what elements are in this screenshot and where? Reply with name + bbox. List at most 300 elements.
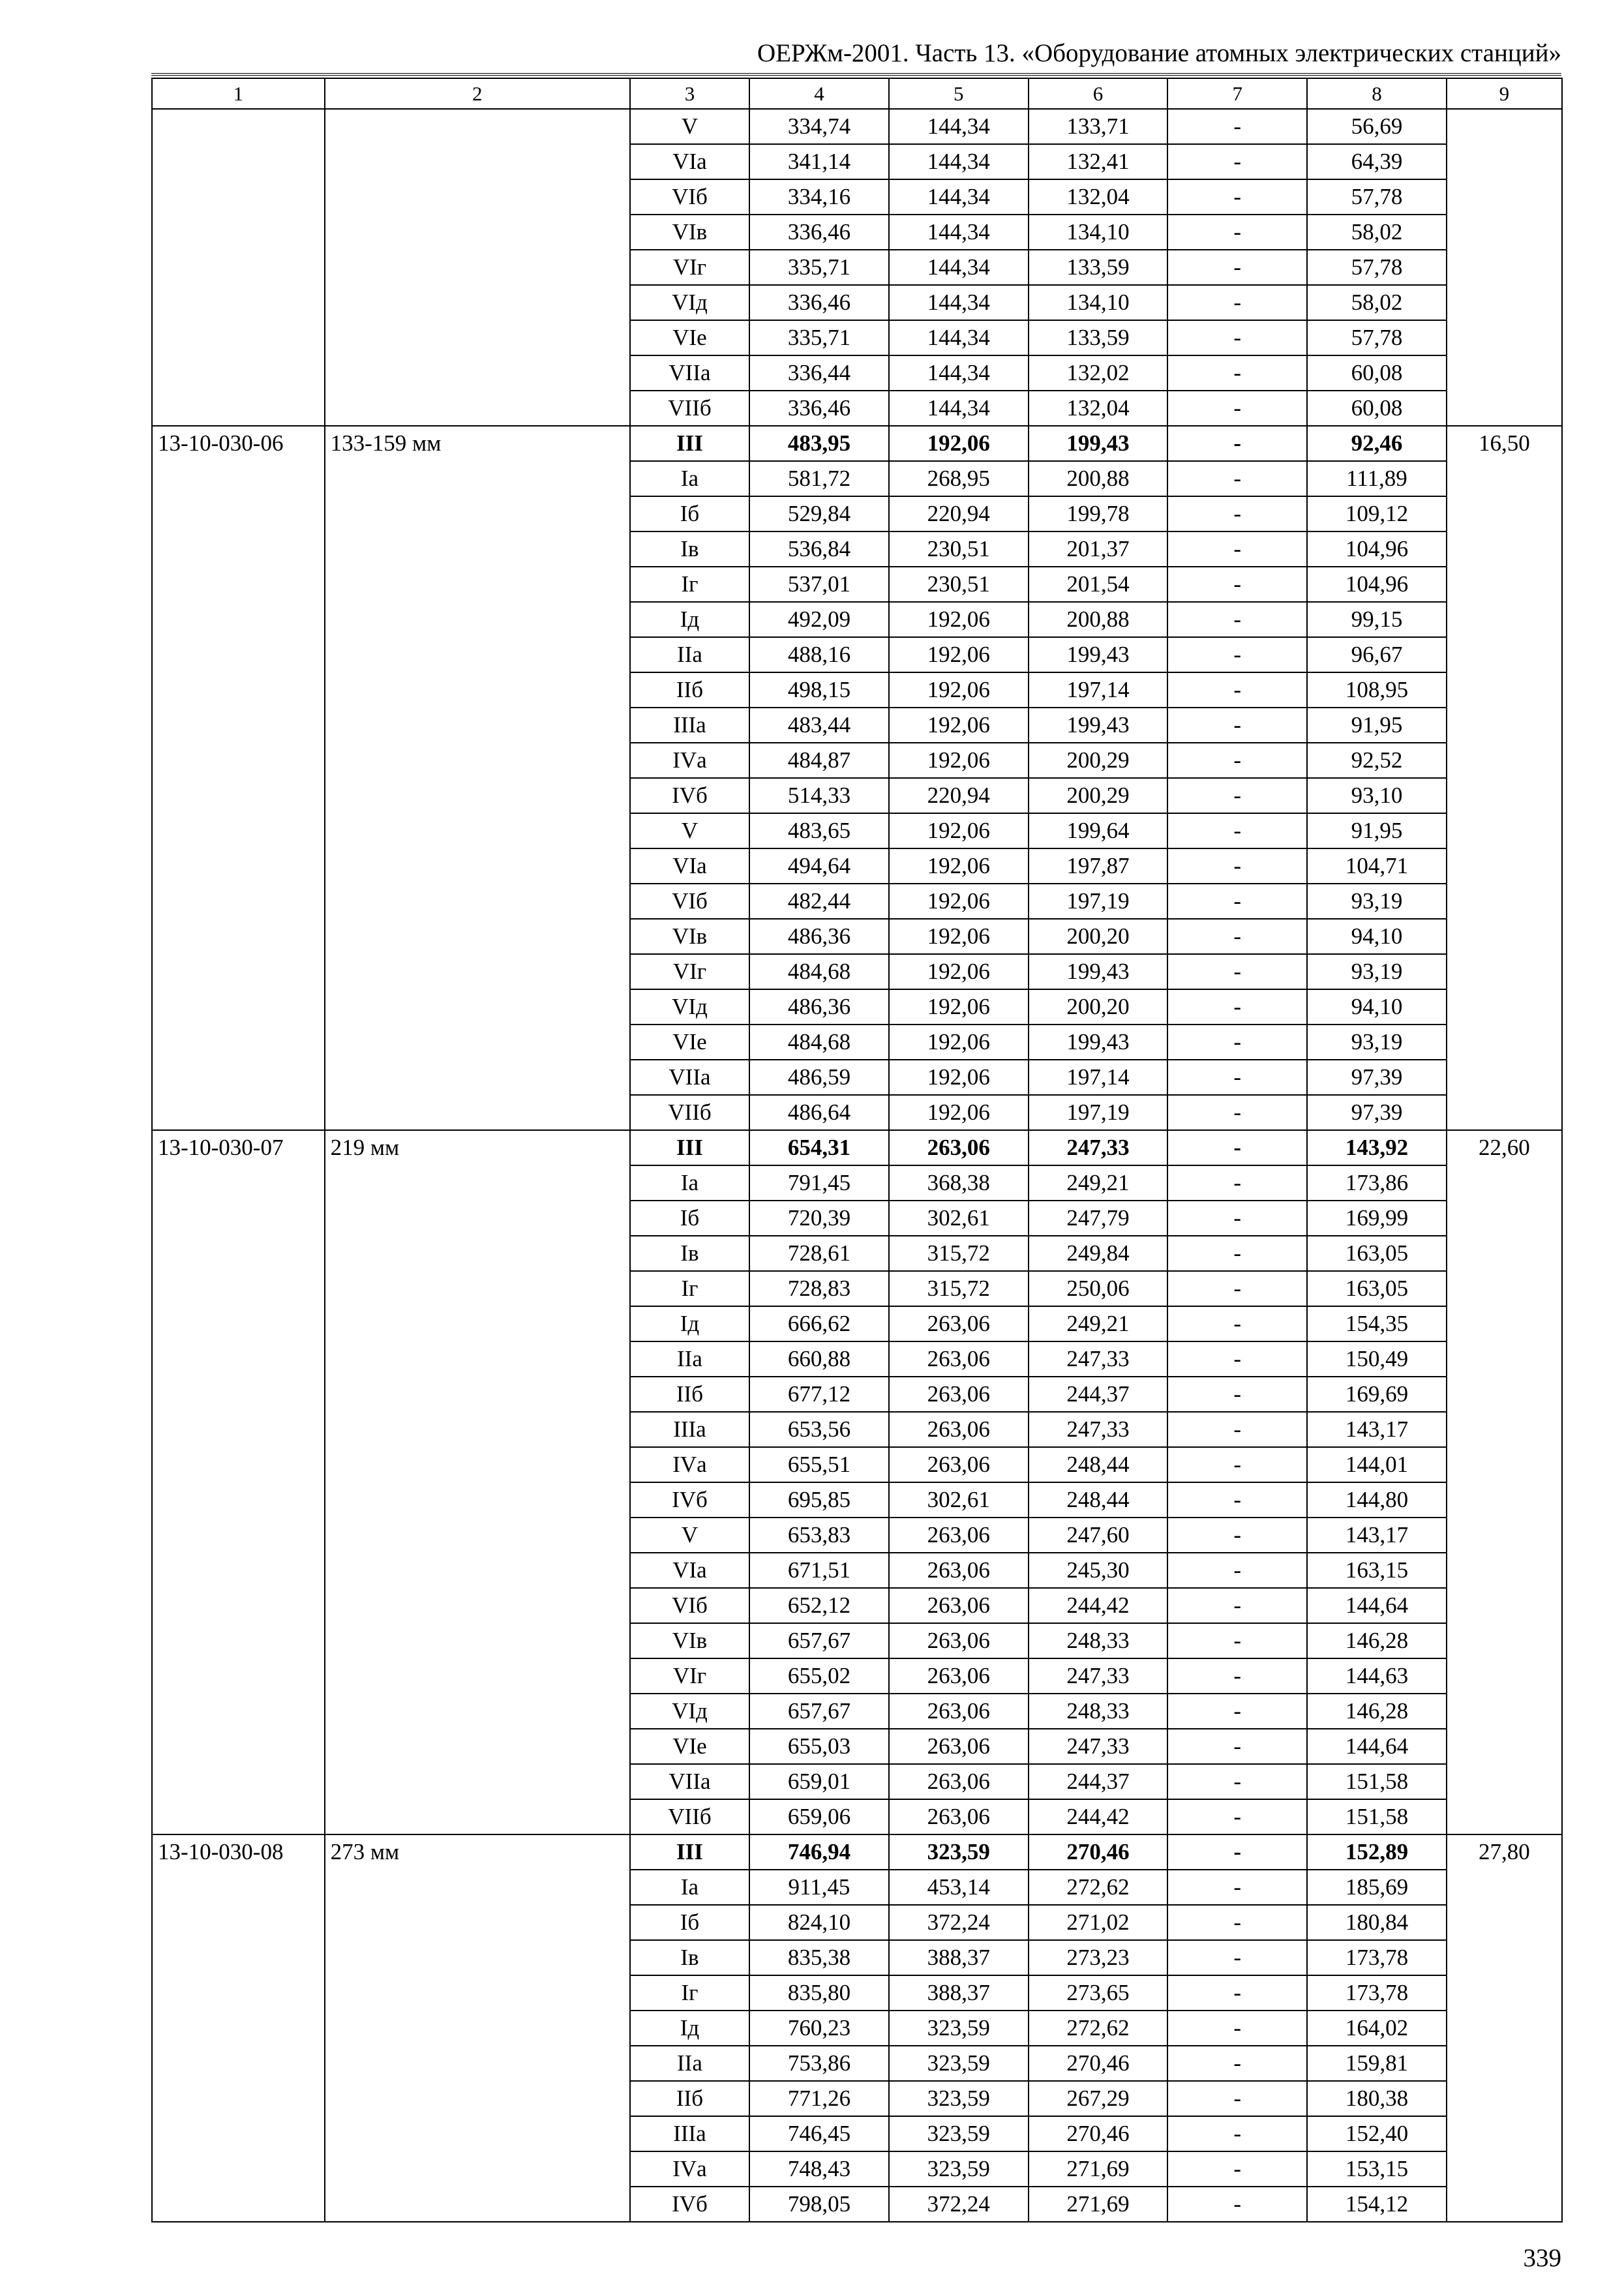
machinist-cell: - (1167, 778, 1307, 813)
column-header: 7 (1167, 78, 1307, 109)
machinist-cell: - (1167, 179, 1307, 215)
materials-cell: 93,10 (1307, 778, 1447, 813)
wage-cell: 302,61 (889, 1482, 1029, 1518)
wage-cell: 315,72 (889, 1236, 1029, 1271)
machines-cell: 247,33 (1029, 1729, 1168, 1764)
wage-cell: 263,06 (889, 1447, 1029, 1482)
machinist-cell: - (1167, 1306, 1307, 1341)
region-cell: IIа (630, 2046, 749, 2081)
total-cell: 483,65 (749, 813, 889, 848)
total-cell: 484,68 (749, 954, 889, 989)
machinist-cell: - (1167, 1025, 1307, 1060)
region-cell: Iв (630, 531, 749, 567)
region-cell: VIIа (630, 1060, 749, 1095)
machines-cell: 199,43 (1029, 1025, 1168, 1060)
machines-cell: 270,46 (1029, 2046, 1168, 2081)
machines-cell: 199,43 (1029, 637, 1168, 672)
machines-cell: 197,87 (1029, 848, 1168, 884)
machinist-cell: - (1167, 1165, 1307, 1201)
wage-cell: 263,06 (889, 1130, 1029, 1165)
materials-cell: 60,08 (1307, 391, 1447, 426)
wage-cell: 263,06 (889, 1377, 1029, 1412)
machines-cell: 270,46 (1029, 2116, 1168, 2151)
machines-cell: 249,84 (1029, 1236, 1168, 1271)
materials-cell: 152,40 (1307, 2116, 1447, 2151)
machinist-cell: - (1167, 2151, 1307, 2187)
materials-cell: 93,19 (1307, 954, 1447, 989)
machinist-cell: - (1167, 1377, 1307, 1412)
machinist-cell: - (1167, 2116, 1307, 2151)
wage-cell: 192,06 (889, 1060, 1029, 1095)
region-cell: VIIа (630, 355, 749, 391)
table-row (152, 109, 1562, 144)
total-cell: 334,74 (749, 109, 889, 144)
machines-cell: 249,21 (1029, 1165, 1168, 1201)
materials-cell: 144,64 (1307, 1588, 1447, 1623)
materials-cell: 180,38 (1307, 2081, 1447, 2116)
machinist-cell: - (1167, 144, 1307, 179)
machinist-cell: - (1167, 919, 1307, 954)
materials-cell: 91,95 (1307, 708, 1447, 743)
materials-cell: 151,58 (1307, 1764, 1447, 1799)
machinist-cell: - (1167, 602, 1307, 637)
materials-cell: 154,12 (1307, 2187, 1447, 2222)
total-cell: 536,84 (749, 531, 889, 567)
machines-cell: 200,20 (1029, 919, 1168, 954)
materials-cell: 146,28 (1307, 1623, 1447, 1658)
wage-cell: 323,59 (889, 2151, 1029, 2187)
total-cell: 657,67 (749, 1694, 889, 1729)
total-cell: 835,80 (749, 1975, 889, 2011)
item-description-cell: 273 мм (325, 1834, 630, 2222)
wage-cell: 263,06 (889, 1623, 1029, 1658)
wage-cell: 263,06 (889, 1341, 1029, 1377)
total-cell: 492,09 (749, 602, 889, 637)
machinist-cell: - (1167, 2011, 1307, 2046)
machinist-cell: - (1167, 2081, 1307, 2116)
region-cell: Iб (630, 1201, 749, 1236)
materials-cell: 146,28 (1307, 1694, 1447, 1729)
region-cell: VIа (630, 848, 749, 884)
total-cell: 336,46 (749, 391, 889, 426)
machines-cell: 249,21 (1029, 1306, 1168, 1341)
machinist-cell: - (1167, 567, 1307, 602)
materials-cell: 153,15 (1307, 2151, 1447, 2187)
total-cell: 514,33 (749, 778, 889, 813)
table-row (152, 1130, 1562, 1165)
machines-cell: 248,44 (1029, 1447, 1168, 1482)
machines-cell: 247,60 (1029, 1518, 1168, 1553)
region-cell: VIIб (630, 1095, 749, 1130)
column-header: 9 (1447, 78, 1562, 109)
region-cell: IVа (630, 1447, 749, 1482)
materials-cell: 163,15 (1307, 1553, 1447, 1588)
wage-cell: 372,24 (889, 1905, 1029, 1940)
wage-cell: 263,06 (889, 1764, 1029, 1799)
machinist-cell: - (1167, 954, 1307, 989)
machines-cell: 273,65 (1029, 1975, 1168, 2011)
materials-cell: 164,02 (1307, 2011, 1447, 2046)
region-cell: VIе (630, 1025, 749, 1060)
total-cell: 486,36 (749, 919, 889, 954)
labor-cell: 22,60 (1447, 1130, 1562, 1834)
region-cell: VIг (630, 954, 749, 989)
wage-cell: 144,34 (889, 179, 1029, 215)
total-cell: 529,84 (749, 496, 889, 531)
machines-cell: 200,29 (1029, 743, 1168, 778)
materials-cell: 57,78 (1307, 320, 1447, 355)
wage-cell: 263,06 (889, 1553, 1029, 1588)
materials-cell: 173,78 (1307, 1975, 1447, 2011)
total-cell: 655,51 (749, 1447, 889, 1482)
total-cell: 498,15 (749, 672, 889, 708)
region-cell: VIд (630, 1694, 749, 1729)
table-row (152, 426, 1562, 461)
region-cell: III (630, 426, 749, 461)
machines-cell: 247,33 (1029, 1130, 1168, 1165)
machinist-cell: - (1167, 1729, 1307, 1764)
total-cell: 653,56 (749, 1412, 889, 1447)
wage-cell: 192,06 (889, 708, 1029, 743)
region-cell: VIе (630, 1729, 749, 1764)
item-code-cell (152, 109, 325, 426)
total-cell: 659,01 (749, 1764, 889, 1799)
machinist-cell: - (1167, 1236, 1307, 1271)
total-cell: 746,45 (749, 2116, 889, 2151)
region-cell: VIд (630, 285, 749, 320)
machines-cell: 247,33 (1029, 1341, 1168, 1377)
materials-cell: 57,78 (1307, 179, 1447, 215)
machinist-cell: - (1167, 1905, 1307, 1940)
machinist-cell: - (1167, 2187, 1307, 2222)
region-cell: VIг (630, 1658, 749, 1694)
column-header: 8 (1307, 78, 1447, 109)
machines-cell: 134,10 (1029, 215, 1168, 250)
wage-cell: 192,06 (889, 1095, 1029, 1130)
machines-cell: 272,62 (1029, 1870, 1168, 1905)
region-cell: VIIа (630, 1764, 749, 1799)
region-cell: Iв (630, 1940, 749, 1975)
total-cell: 341,14 (749, 144, 889, 179)
region-cell: VIв (630, 1623, 749, 1658)
region-cell: IIб (630, 1377, 749, 1412)
wage-cell: 220,94 (889, 778, 1029, 813)
materials-cell: 92,52 (1307, 743, 1447, 778)
machinist-cell: - (1167, 1799, 1307, 1834)
region-cell: Iа (630, 461, 749, 496)
wage-cell: 323,59 (889, 2011, 1029, 2046)
machines-cell: 247,33 (1029, 1412, 1168, 1447)
wage-cell: 368,38 (889, 1165, 1029, 1201)
materials-cell: 144,01 (1307, 1447, 1447, 1482)
machines-cell: 247,79 (1029, 1201, 1168, 1236)
machines-cell: 197,14 (1029, 1060, 1168, 1095)
total-cell: 336,46 (749, 215, 889, 250)
machines-cell: 270,46 (1029, 1834, 1168, 1870)
materials-cell: 151,58 (1307, 1799, 1447, 1834)
machinist-cell: - (1167, 1623, 1307, 1658)
machines-cell: 133,71 (1029, 109, 1168, 144)
wage-cell: 192,06 (889, 637, 1029, 672)
wage-cell: 144,34 (889, 215, 1029, 250)
materials-cell: 104,96 (1307, 567, 1447, 602)
total-cell: 753,86 (749, 2046, 889, 2081)
region-cell: VIа (630, 1553, 749, 1588)
machinist-cell: - (1167, 1341, 1307, 1377)
region-cell: Iд (630, 1306, 749, 1341)
total-cell: 486,36 (749, 989, 889, 1025)
total-cell: 657,67 (749, 1623, 889, 1658)
materials-cell: 173,86 (1307, 1165, 1447, 1201)
wage-cell: 192,06 (889, 848, 1029, 884)
total-cell: 911,45 (749, 1870, 889, 1905)
wage-cell: 192,06 (889, 1025, 1029, 1060)
total-cell: 335,71 (749, 250, 889, 285)
region-cell: Iа (630, 1870, 749, 1905)
table-row (152, 1834, 1562, 1870)
total-cell: 483,44 (749, 708, 889, 743)
wage-cell: 192,06 (889, 813, 1029, 848)
materials-cell: 97,39 (1307, 1095, 1447, 1130)
wage-cell: 192,06 (889, 989, 1029, 1025)
total-cell: 483,95 (749, 426, 889, 461)
column-header: 4 (749, 78, 889, 109)
machinist-cell: - (1167, 884, 1307, 919)
total-cell: 488,16 (749, 637, 889, 672)
machinist-cell: - (1167, 391, 1307, 426)
machines-cell: 244,42 (1029, 1799, 1168, 1834)
wage-cell: 263,06 (889, 1694, 1029, 1729)
item-code-cell: 13-10-030-06 (152, 426, 325, 1130)
materials-cell: 144,64 (1307, 1729, 1447, 1764)
region-cell: VIв (630, 215, 749, 250)
machines-cell: 133,59 (1029, 250, 1168, 285)
machinist-cell: - (1167, 2046, 1307, 2081)
materials-cell: 93,19 (1307, 1025, 1447, 1060)
region-cell: IVа (630, 2151, 749, 2187)
total-cell: 720,39 (749, 1201, 889, 1236)
machines-cell: 201,37 (1029, 531, 1168, 567)
machinist-cell: - (1167, 496, 1307, 531)
total-cell: 484,68 (749, 1025, 889, 1060)
total-cell: 653,83 (749, 1518, 889, 1553)
item-code-cell: 13-10-030-07 (152, 1130, 325, 1834)
machinist-cell: - (1167, 1658, 1307, 1694)
region-cell: Iг (630, 567, 749, 602)
region-cell: IIIа (630, 1412, 749, 1447)
region-cell: VIб (630, 884, 749, 919)
region-cell: VIIб (630, 1799, 749, 1834)
materials-cell: 169,99 (1307, 1201, 1447, 1236)
machinist-cell: - (1167, 708, 1307, 743)
machinist-cell: - (1167, 1060, 1307, 1095)
machines-cell: 248,33 (1029, 1623, 1168, 1658)
machinist-cell: - (1167, 426, 1307, 461)
machines-cell: 199,43 (1029, 954, 1168, 989)
region-cell: IIIа (630, 2116, 749, 2151)
region-cell: Iв (630, 1236, 749, 1271)
machines-cell: 200,88 (1029, 602, 1168, 637)
region-cell: III (630, 1130, 749, 1165)
machinist-cell: - (1167, 1694, 1307, 1729)
materials-cell: 57,78 (1307, 250, 1447, 285)
wage-cell: 323,59 (889, 1834, 1029, 1870)
machines-cell: 267,29 (1029, 2081, 1168, 2116)
machinist-cell: - (1167, 1271, 1307, 1306)
wage-cell: 192,06 (889, 954, 1029, 989)
machines-cell: 132,04 (1029, 179, 1168, 215)
machinist-cell: - (1167, 1201, 1307, 1236)
machines-cell: 197,19 (1029, 1095, 1168, 1130)
machines-cell: 248,44 (1029, 1482, 1168, 1518)
region-cell: IIб (630, 672, 749, 708)
wage-cell: 144,34 (889, 109, 1029, 144)
region-cell: IIа (630, 1341, 749, 1377)
materials-cell: 143,92 (1307, 1130, 1447, 1165)
total-cell: 666,62 (749, 1306, 889, 1341)
machines-cell: 271,02 (1029, 1905, 1168, 1940)
region-cell: Iб (630, 1905, 749, 1940)
materials-cell: 152,89 (1307, 1834, 1447, 1870)
materials-cell: 64,39 (1307, 144, 1447, 179)
machinist-cell: - (1167, 1447, 1307, 1482)
wage-cell: 192,06 (889, 884, 1029, 919)
running-header: ОЕРЖм-2001. Часть 13. «Оборудование атомных электрических станций» (151, 34, 1561, 76)
region-cell: VIб (630, 1588, 749, 1623)
machines-cell: 134,10 (1029, 285, 1168, 320)
wage-cell: 263,06 (889, 1306, 1029, 1341)
total-cell: 659,06 (749, 1799, 889, 1834)
region-cell: Iд (630, 2011, 749, 2046)
materials-cell: 99,15 (1307, 602, 1447, 637)
wage-cell: 263,06 (889, 1799, 1029, 1834)
wage-cell: 192,06 (889, 426, 1029, 461)
machines-cell: 199,78 (1029, 496, 1168, 531)
machinist-cell: - (1167, 355, 1307, 391)
region-cell: VIб (630, 179, 749, 215)
machines-cell: 271,69 (1029, 2151, 1168, 2187)
wage-cell: 230,51 (889, 531, 1029, 567)
machines-cell: 273,23 (1029, 1940, 1168, 1975)
machines-cell: 199,64 (1029, 813, 1168, 848)
machinist-cell: - (1167, 531, 1307, 567)
machinist-cell: - (1167, 1940, 1307, 1975)
machinist-cell: - (1167, 250, 1307, 285)
wage-cell: 388,37 (889, 1940, 1029, 1975)
wage-cell: 268,95 (889, 461, 1029, 496)
machines-cell: 197,14 (1029, 672, 1168, 708)
materials-cell: 143,17 (1307, 1412, 1447, 1447)
wage-cell: 388,37 (889, 1975, 1029, 2011)
machines-cell: 200,20 (1029, 989, 1168, 1025)
item-description-cell: 219 мм (325, 1130, 630, 1834)
table-body (152, 78, 1562, 2222)
total-cell: 798,05 (749, 2187, 889, 2222)
machines-cell: 244,37 (1029, 1377, 1168, 1412)
total-cell: 581,72 (749, 461, 889, 496)
materials-cell: 159,81 (1307, 2046, 1447, 2081)
total-cell: 677,12 (749, 1377, 889, 1412)
machines-cell: 132,02 (1029, 355, 1168, 391)
wage-cell: 315,72 (889, 1271, 1029, 1306)
materials-cell: 163,05 (1307, 1271, 1447, 1306)
wage-cell: 453,14 (889, 1870, 1029, 1905)
machinist-cell: - (1167, 1518, 1307, 1553)
machinist-cell: - (1167, 1834, 1307, 1870)
item-code-cell: 13-10-030-08 (152, 1834, 325, 2222)
total-cell: 791,45 (749, 1165, 889, 1201)
machinist-cell: - (1167, 1095, 1307, 1130)
wage-cell: 144,34 (889, 355, 1029, 391)
materials-cell: 94,10 (1307, 989, 1447, 1025)
total-cell: 482,44 (749, 884, 889, 919)
region-cell: VIв (630, 919, 749, 954)
materials-cell: 169,69 (1307, 1377, 1447, 1412)
machinist-cell: - (1167, 320, 1307, 355)
region-cell: Iа (630, 1165, 749, 1201)
wage-cell: 323,59 (889, 2116, 1029, 2151)
machinist-cell: - (1167, 1975, 1307, 2011)
region-cell: IVб (630, 1482, 749, 1518)
total-cell: 748,43 (749, 2151, 889, 2187)
region-cell: V (630, 813, 749, 848)
total-cell: 771,26 (749, 2081, 889, 2116)
region-cell: III (630, 1834, 749, 1870)
materials-cell: 180,84 (1307, 1905, 1447, 1940)
materials-cell: 58,02 (1307, 285, 1447, 320)
machines-cell: 132,41 (1029, 144, 1168, 179)
materials-cell: 91,95 (1307, 813, 1447, 848)
region-cell: IIа (630, 637, 749, 672)
machinist-cell: - (1167, 1553, 1307, 1588)
materials-cell: 144,63 (1307, 1658, 1447, 1694)
machines-cell: 200,29 (1029, 778, 1168, 813)
machines-cell: 271,69 (1029, 2187, 1168, 2222)
column-header: 6 (1029, 78, 1168, 109)
region-cell: VIд (630, 989, 749, 1025)
wage-cell: 192,06 (889, 672, 1029, 708)
machines-cell: 132,04 (1029, 391, 1168, 426)
machines-cell: 199,43 (1029, 708, 1168, 743)
wage-cell: 263,06 (889, 1658, 1029, 1694)
materials-cell: 108,95 (1307, 672, 1447, 708)
total-cell: 760,23 (749, 2011, 889, 2046)
total-cell: 484,87 (749, 743, 889, 778)
total-cell: 835,38 (749, 1940, 889, 1975)
machines-cell: 199,43 (1029, 426, 1168, 461)
page-number: 339 (1523, 2244, 1561, 2272)
wage-cell: 263,06 (889, 1729, 1029, 1764)
labor-cell (1447, 109, 1562, 426)
total-cell: 336,44 (749, 355, 889, 391)
materials-cell: 96,67 (1307, 637, 1447, 672)
machinist-cell: - (1167, 1588, 1307, 1623)
machines-cell: 247,33 (1029, 1658, 1168, 1694)
total-cell: 655,03 (749, 1729, 889, 1764)
wage-cell: 263,06 (889, 1588, 1029, 1623)
machines-cell: 244,42 (1029, 1588, 1168, 1623)
machinist-cell: - (1167, 989, 1307, 1025)
machinist-cell: - (1167, 1764, 1307, 1799)
wage-cell: 144,34 (889, 391, 1029, 426)
machinist-cell: - (1167, 1482, 1307, 1518)
region-cell: IVб (630, 778, 749, 813)
wage-cell: 144,34 (889, 285, 1029, 320)
materials-cell: 104,96 (1307, 531, 1447, 567)
machinist-cell: - (1167, 461, 1307, 496)
total-cell: 728,61 (749, 1236, 889, 1271)
materials-cell: 173,78 (1307, 1940, 1447, 1975)
